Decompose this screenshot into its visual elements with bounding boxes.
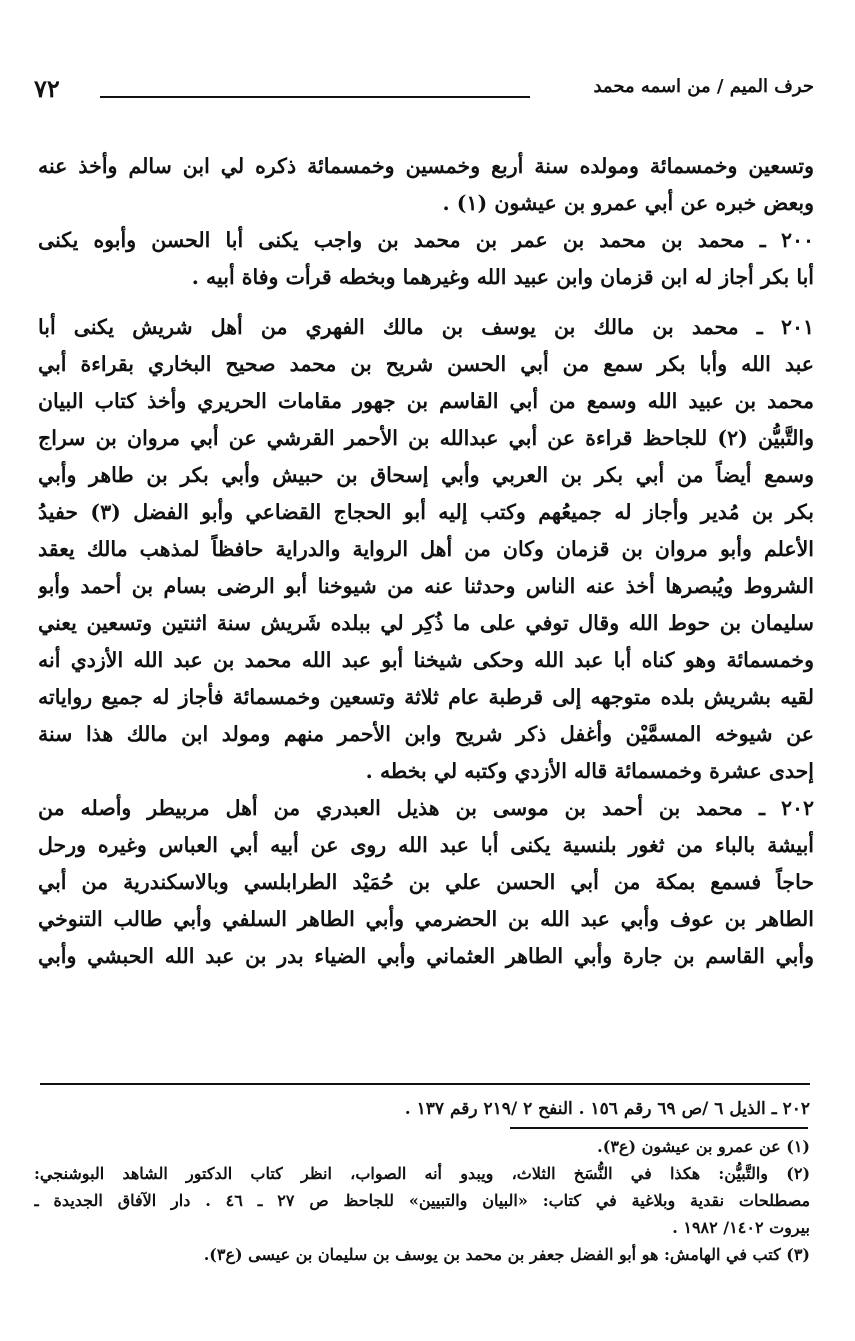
entry-202-line: ٢٠٢ ـ محمد بن أحمد بن موسى بن هذيل العبدري من أهل مربيطر وأصله من [38, 796, 814, 820]
text-line: وأبي القاسم بن جارة وأبي الطاهر العثماني وأبي الضياء بدر بن عبد الله الحبشي وأبي [38, 944, 814, 968]
text-line: عن شيوخه المسمَّيْن وأغفل ذكر شريح وابن الأحمر منهم ومولد ابن مالك هذا سنة [38, 722, 814, 746]
footnote-2: (٢) والتَّبيُّن: هكذا في النُّسَخ الثلاث، ويبدو أنه الصواب، انظر كتاب الدكتور الشاهد البوشنجي: [34, 1164, 810, 1183]
text-line: لقيه بشريش بلده متوجهه إلى قرطبة عام ثلاثة وتسعين وخمسمائة فأجاز له جميع رواياته [38, 685, 814, 709]
text-line: وخمسمائة وهو كناه أبا عبد الله وحكى شيخنا أبو عبد الله محمد بن عبد الله الأزدي أنه [38, 648, 814, 672]
text-line: الشروط ويُبصرها أخذ عنه الناس وحدثنا عنه من شيوخنا أبو الرضى بسام بن أحمد وأبو [38, 574, 814, 598]
footnote-1: (١) عن عمرو بن عيشون (ع٣). [597, 1137, 810, 1156]
text-line: عبد الله وأبا بكر سمع من أبي الحسن شريح بن محمد صحيح البخاري بقراءة أبي [38, 352, 814, 376]
text-line: وتسعين وخمسمائة ومولده سنة أربع وخمسين وخمسمائة ذكره لي ابن سالم وأخذ عنه [38, 154, 814, 178]
text-line: أبا بكر أجاز له ابن قزمان وابن عبيد الله وغيرهما وبخطه قرأت وفاة أبيه . [191, 265, 814, 289]
running-header [34, 74, 814, 104]
entry-201-line: ٢٠١ ـ محمد بن مالك بن يوسف بن مالك الفهري من أهل شريش يكنى أبا [38, 315, 814, 339]
text-line: حاجاً فسمع بمكة من أبي الحسن علي بن حُمَيْد الطرابلسي وبالاسكندرية من أبي [38, 870, 814, 894]
text-line: الأعلم وأبو مروان بن قزمان وكان من أهل الرواية والدراية حافظاً لمذهب مالك يعقد [38, 537, 814, 561]
entry-200-line: ٢٠٠ ـ محمد بن محمد بن عمر بن محمد بن واجب يكنى أبا الحسن وأبوه يكنى [38, 228, 814, 252]
footnote-rule [510, 1127, 808, 1129]
footnote-2-end: بيروت ١٤٠٢/ ١٩٨٢ . [672, 1218, 810, 1237]
text-line: بكر بن مُدير وأجاز له جميعُهم وكتب إليه أبو الحجاج القضاعي وأبو الفضل (٣) حفيدُ [38, 500, 814, 524]
text-line: وسمع أيضاً من أبي بكر بن العربي وأبي إسحاق بن حبيش وأبي بكر بن طاهر وأبي [38, 463, 814, 487]
text-line: الطاهر بن عوف وأبي عبد الله بن الحضرمي وأبي الطاهر السلفي وأبي طالب التنوخي [38, 907, 814, 931]
footnote-3: (٣) كتب في الهامش: هو أبو الفضل جعفر بن محمد بن يوسف بن سليمان بن عيسى (ع٣). [203, 1245, 810, 1264]
text-line: محمد بن عبيد الله وسمع من أبي القاسم بن جهور مقامات الحريري وأخذ كتاب البيان [38, 389, 814, 413]
references [40, 1094, 810, 1124]
footnotes [34, 1133, 810, 1268]
notes-separator [40, 1083, 810, 1085]
text-line: أبيشة بالباء من ثغور بلنسية يكنى أبا عبد الله روى عن أبيه أبي العباس وغيره ورحل [38, 833, 814, 857]
page-number: ٧٢ [34, 74, 60, 103]
main-text [38, 148, 814, 975]
text-line: والتَّبيُّن (٢) للجاحظ قراءة عن أبي عبدالله بن الأحمر القرشي عن أبي مروان بن سراج [38, 426, 814, 450]
header-rule [100, 96, 530, 98]
footnote-2-cont: مصطلحات نقدية وبلاغية في كتاب: «البيان والتبيين» للجاحظ ص ٢٧ ـ ٤٦ . دار الآفاق الجديدة ـ [34, 1191, 810, 1210]
text-line: إحدى عشرة وخمسمائة قاله الأزدي وكتبه لي بخطه . [365, 759, 814, 783]
text-line: سليمان بن حوط الله وقال توفي على ما ذُكِر لي ببلده شَريش سنة اثنتين وتسعين يعني [38, 611, 814, 635]
header-title: حرف الميم / من اسمه محمد [593, 76, 814, 97]
reference-line: ٢٠٢ ـ الذيل ٦ /ص ٦٩ رقم ١٥٦ . النفح ٢ /٢١٩ رقم ١٣٧ . [404, 1099, 810, 1119]
text-line: وبعض خبره عن أبي عمرو بن عيشون (١) . [442, 191, 814, 215]
